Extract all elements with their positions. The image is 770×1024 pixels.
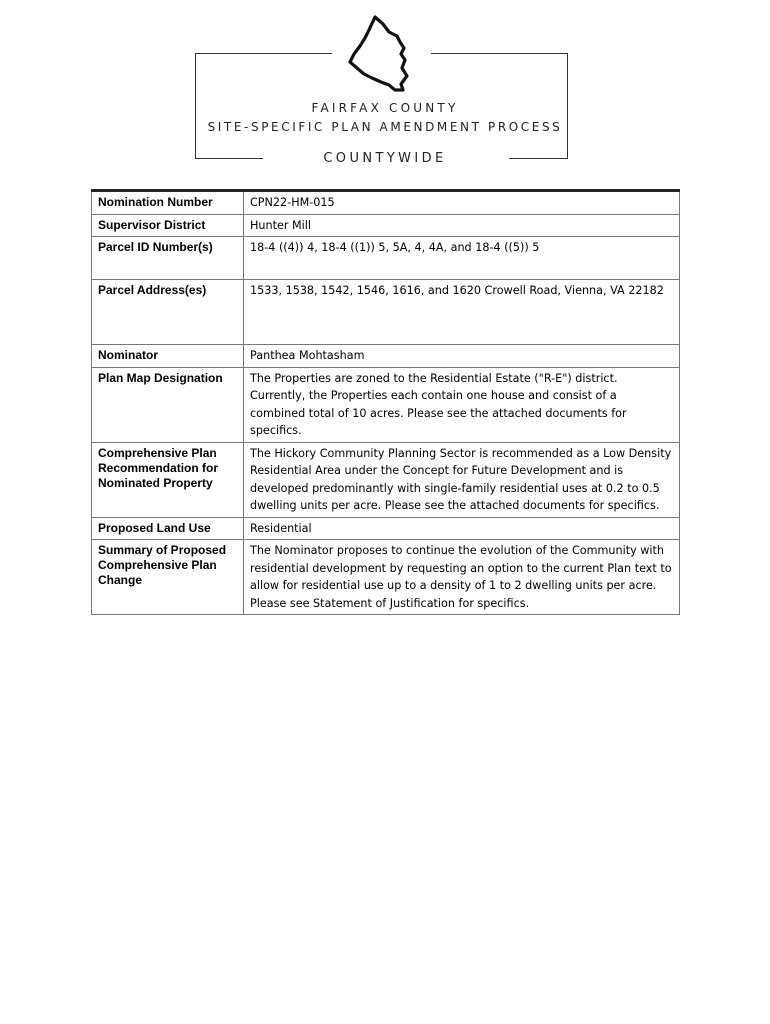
row-label: Proposed Land Use xyxy=(92,517,244,540)
row-value: Residential xyxy=(244,517,680,540)
row-label: Supervisor District xyxy=(92,214,244,237)
table-row xyxy=(92,540,680,615)
row-label: Parcel ID Number(s) xyxy=(92,237,244,280)
table-row xyxy=(92,367,680,442)
table-row xyxy=(92,345,680,368)
process-title: SITE-SPECIFIC PLAN AMENDMENT PROCESS xyxy=(207,120,563,134)
table-row xyxy=(92,442,680,517)
row-label: Summary of Proposed Comprehensive Plan Change xyxy=(92,540,244,615)
row-value: 1533, 1538, 1542, 1546, 1616, and 1620 Crowell Road, Vienna, VA 22182 xyxy=(244,280,680,345)
table-row xyxy=(92,517,680,540)
nomination-table xyxy=(91,189,680,615)
row-label: Nomination Number xyxy=(92,191,244,215)
row-value: CPN22-HM-015 xyxy=(244,191,680,215)
row-value: Hunter Mill xyxy=(244,214,680,237)
table-row xyxy=(92,191,680,215)
row-label: Plan Map Designation xyxy=(92,367,244,442)
row-value: The Hickory Community Planning Sector is recommended as a Low Density Residential Area under the Concept for Future Development and is developed predominantly with single-family residential uses at 0.2 to 0.5 dwelling units per acre. Please see the attached documents for specifics. xyxy=(244,442,680,517)
row-value: Panthea Mohtasham xyxy=(244,345,680,368)
row-value: The Properties are zoned to the Residential Estate ("R-E") district. Currently, the Properties each contain one house and consist of a combined total of 10 acres. Please see the attached documents for specifics. xyxy=(244,367,680,442)
table-row xyxy=(92,214,680,237)
county-title: FAIRFAX COUNTY xyxy=(311,101,459,115)
countywide-label: COUNTYWIDE xyxy=(323,151,447,166)
row-value: 18-4 ((4)) 4, 18-4 ((1)) 5, 5A, 4, 4A, and 18-4 ((5)) 5 xyxy=(244,237,680,280)
row-value: The Nominator proposes to continue the evolution of the Community with residential development by requesting an option to the current Plan text to allow for residential use up to a density of 1 to 2 dwelling units per acre. Please see Statement of Justification for specifics. xyxy=(244,540,680,615)
row-label: Nominator xyxy=(92,345,244,368)
row-label: Comprehensive Plan Recommendation for Nominated Property xyxy=(92,442,244,517)
fairfax-county-outline-icon xyxy=(345,14,415,94)
table-row xyxy=(92,280,680,345)
row-label: Parcel Address(es) xyxy=(92,280,244,345)
table-row xyxy=(92,237,680,280)
